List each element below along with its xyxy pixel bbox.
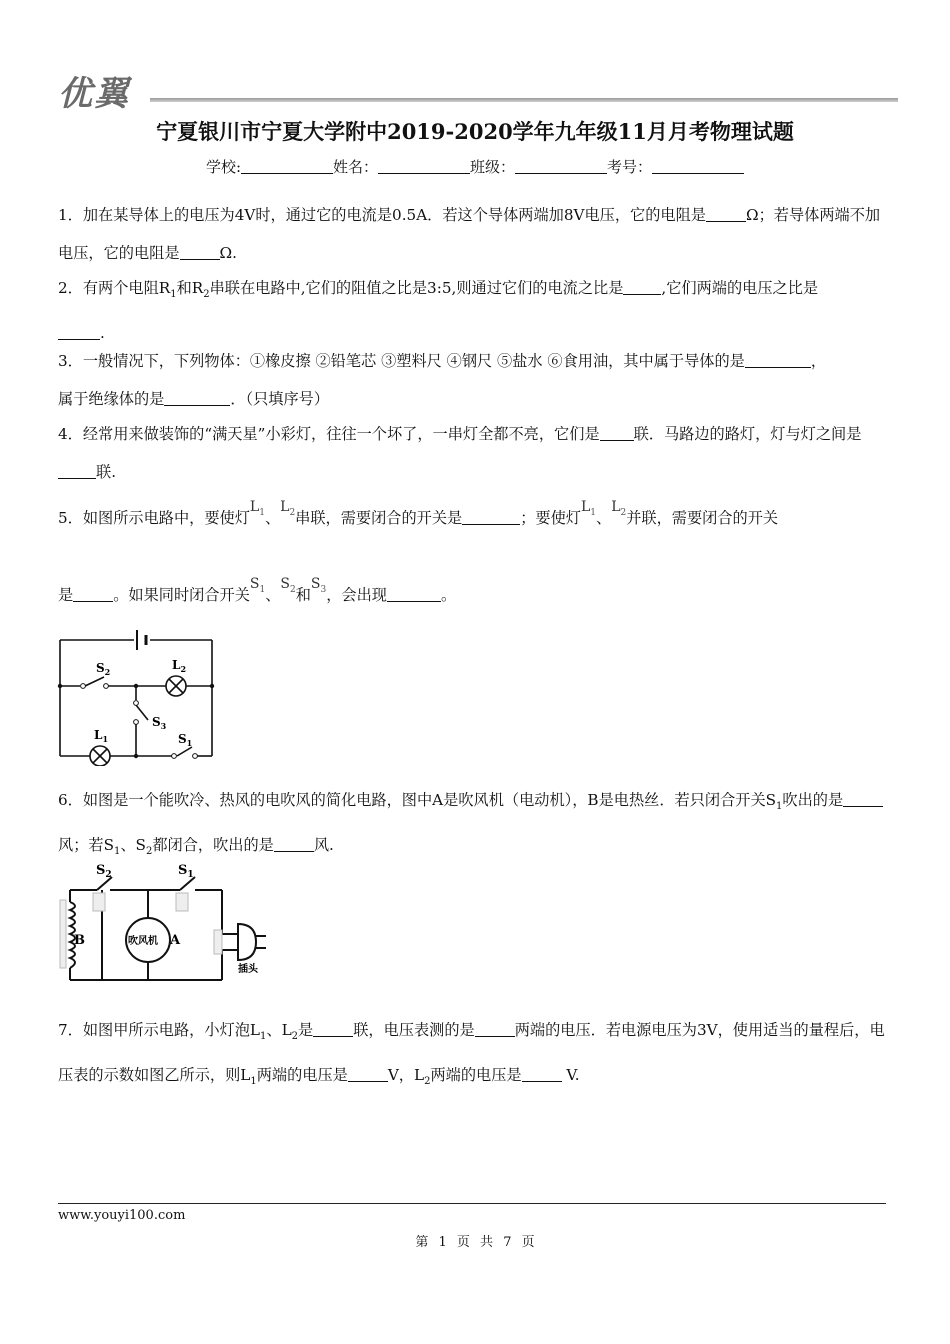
q1-text-c: Ω. bbox=[219, 244, 237, 262]
question-4 bbox=[58, 415, 893, 491]
q5-text-b: 串联，需要闭合的开关是 bbox=[295, 509, 463, 527]
q5-text-f: 。如果同时闭合开关 bbox=[113, 586, 250, 604]
name-blank[interactable] bbox=[378, 158, 470, 174]
q3-text-d: ．（只填序号） bbox=[230, 390, 330, 408]
q4-text-a: 4．经常用来做装饰的“满天星”小彩灯，往往一个坏了，一串灯全都不亮，它们是 bbox=[58, 425, 600, 443]
q5-S2-symbol: $S_2$ bbox=[280, 576, 296, 595]
q4-blank-2[interactable] bbox=[58, 463, 96, 479]
fig2-plug-label: 插头 bbox=[238, 964, 258, 975]
question-3 bbox=[58, 342, 893, 418]
q5-text-h: 。 bbox=[440, 586, 457, 604]
q7-blank-2[interactable] bbox=[475, 1021, 515, 1037]
q6-text-d: 、S bbox=[120, 836, 146, 855]
q4-text-b: 联．马路边的路灯，灯与灯之间是 bbox=[633, 425, 862, 443]
q2-sub-2: 2 bbox=[203, 289, 210, 301]
q7-text-d: 联，电压表测的是 bbox=[353, 1021, 475, 1039]
page-title: 宁夏银川市宁夏大学附中2019-2020学年九年级11月月考物理试题 bbox=[156, 119, 794, 144]
q5-L1-symbol: $L_1$ bbox=[249, 499, 265, 518]
q5-text-c: ；要使灯 bbox=[520, 509, 581, 527]
q5-blank-3[interactable] bbox=[387, 586, 441, 602]
fig1-S3-label: $S_3$ bbox=[152, 715, 167, 731]
question-6: 6．如图是一个能吹冷、热风的电吹风的简化电路，图中A是吹风机（电动机），B是电热丝．若只闭合开关$S_1$吹出的是风；若$S_1$、$S_2$都闭合，吹出的是 风. bbox=[58, 781, 893, 871]
q5-L2-symbol: $L_2$ bbox=[280, 499, 296, 518]
q6-blank-1[interactable] bbox=[843, 791, 883, 807]
q5-S3-symbol: $S_3$ bbox=[310, 576, 327, 595]
q2-blank-1[interactable] bbox=[623, 279, 661, 295]
header-rule bbox=[150, 98, 898, 102]
question-7: 7．如图甲所示电路，小灯泡$L_1$、$L_2$是 联，电压表测的是 两端的电压．若电源电压为3V，使用适当的量程后，电压表的示数如图乙所示，则$L_1$两端的电压是 V，$L_2$两端的电压是 V. bbox=[58, 1021, 885, 1088]
page-number: 第 1 页 共 7 页 bbox=[415, 1235, 535, 1250]
class-label: 班级： bbox=[470, 158, 516, 176]
q7-blank-4[interactable] bbox=[522, 1066, 562, 1082]
q5-text-d: 并联，需要闭合的开关 bbox=[626, 509, 779, 527]
q3-text-a: 3．一般情况下，下列物体：①橡皮擦 ②铅笔芯 ③塑料尺 ④钢尺 ⑤盐水 ⑥食用油，其中属于导体的是 bbox=[58, 352, 745, 370]
circuit-diagram-1 bbox=[52, 626, 220, 766]
q2-text-b: 和R bbox=[176, 279, 204, 297]
student-info-fields bbox=[0, 156, 950, 177]
q6-blank-2[interactable] bbox=[274, 836, 314, 852]
q7-blank-1[interactable] bbox=[313, 1021, 353, 1037]
q6-text-b: 吹出的是 bbox=[782, 791, 844, 809]
q5-L1-symbol-b: $L_1$ bbox=[580, 499, 597, 518]
q4-blank-1[interactable] bbox=[600, 425, 634, 441]
q2-blank-2[interactable] bbox=[58, 324, 100, 340]
question-5: 5．如图所示电路中，要使灯$L_1$、$L_2$串联，需要闭合的开关是 ；要使灯$L_1$、$L_2$并联，需要闭合的开关 bbox=[58, 499, 779, 527]
footer-url[interactable]: www.youyi100.com bbox=[58, 1208, 186, 1223]
q7-blank-3[interactable] bbox=[348, 1066, 388, 1082]
q6-text-f: 风. bbox=[313, 836, 334, 855]
q5-S1-symbol: $S_1$ bbox=[249, 576, 266, 595]
youyi-logo: 优翼 bbox=[58, 74, 130, 114]
q2-text-a: 2．有两个电阻R bbox=[58, 279, 171, 297]
question-2 bbox=[58, 269, 893, 352]
q5-L2-symbol-b: $L_2$ bbox=[611, 499, 627, 518]
q6-text-c: 风；若S bbox=[58, 836, 114, 855]
question-1 bbox=[58, 196, 893, 272]
fig2-A-label: A bbox=[170, 933, 181, 948]
exam-no-blank[interactable] bbox=[652, 158, 744, 174]
fig1-S1-label: $S_1$ bbox=[178, 732, 193, 748]
q3-blank-2[interactable] bbox=[164, 390, 230, 406]
question-5-line-2: 是 。如果同时闭合开关$S_1$、$S_2$和$S_3$，会出现 。 bbox=[58, 576, 457, 604]
q2-sub-1: 1 bbox=[170, 289, 177, 301]
q7-text-f: 两端的电压是 bbox=[256, 1066, 348, 1085]
q3-blank-1[interactable] bbox=[745, 352, 811, 368]
fig2-B-label: B bbox=[74, 933, 85, 948]
fig1-L2-label: $L_2$ bbox=[172, 658, 187, 674]
q1-text-a: 1．加在某导体上的电压为4V时，通过它的电流是0.5A．若这个导体两端加8V电压，它的电阻是 bbox=[58, 206, 706, 224]
fig2-S2-label: $S_2$ bbox=[96, 863, 112, 880]
q6-text-a: 6．如图是一个能吹冷、热风的电吹风的简化电路，图中A是吹风机（电动机），B是电热丝．若只闭合开关S bbox=[58, 791, 777, 809]
fig1-L1-label: $L_1$ bbox=[94, 728, 109, 744]
q6-text-e: 都闭合，吹出的是 bbox=[152, 836, 274, 855]
q7-text-i: V. bbox=[561, 1066, 580, 1085]
q7-text-a: 7．如图甲所示电路，小灯泡L bbox=[58, 1021, 260, 1039]
q5-blank-2[interactable] bbox=[73, 586, 113, 602]
school-label: 学校: bbox=[205, 158, 241, 176]
q1-blank-2[interactable] bbox=[180, 244, 220, 260]
footer-rule bbox=[58, 1203, 886, 1204]
q5-text-a: 5．如图所示电路中，要使灯 bbox=[58, 509, 250, 527]
q2-text-c: 串联在电路中,它们的阻值之比是3:5,则通过它们的电流之比是 bbox=[209, 279, 624, 297]
q7-text-g: V，L bbox=[387, 1066, 425, 1085]
q3-text-b: ， bbox=[810, 352, 827, 370]
exam-no-label: 考号： bbox=[607, 158, 653, 176]
q5-blank-1[interactable] bbox=[462, 509, 520, 525]
class-blank[interactable] bbox=[515, 158, 607, 174]
q5-text-e: 是 bbox=[58, 586, 74, 604]
fig1-S2-label: $S_2$ bbox=[96, 661, 111, 677]
q2-text-e: . bbox=[100, 324, 105, 343]
fig2-motor-label: 吹风机 bbox=[128, 936, 158, 947]
q4-text-c: 联. bbox=[96, 463, 117, 481]
q7-text-b: 、L bbox=[266, 1021, 292, 1039]
q3-text-c: 属于绝缘体的是 bbox=[58, 390, 165, 408]
q1-blank-1[interactable] bbox=[706, 206, 746, 222]
q5-text-g: ，会出现 bbox=[326, 586, 387, 604]
school-blank[interactable] bbox=[241, 158, 333, 174]
q7-text-c: 是 bbox=[298, 1021, 314, 1039]
q1-text-b: Ω；若导体两端不加电压，它的电阻是 bbox=[58, 206, 881, 262]
q7-text-h: 两端的电压是 bbox=[430, 1066, 522, 1085]
q7-text-e: 两端的电压．若电源电压为3V，使用适当的量程后，电压表的示数如图乙所示，则L bbox=[58, 1021, 885, 1085]
circuit-diagram-2 bbox=[52, 860, 274, 988]
name-label: 姓名： bbox=[333, 158, 379, 176]
q2-text-d: ,它们两端的电压之比是 bbox=[661, 279, 819, 297]
fig2-S1-label: $S_1$ bbox=[178, 863, 194, 880]
